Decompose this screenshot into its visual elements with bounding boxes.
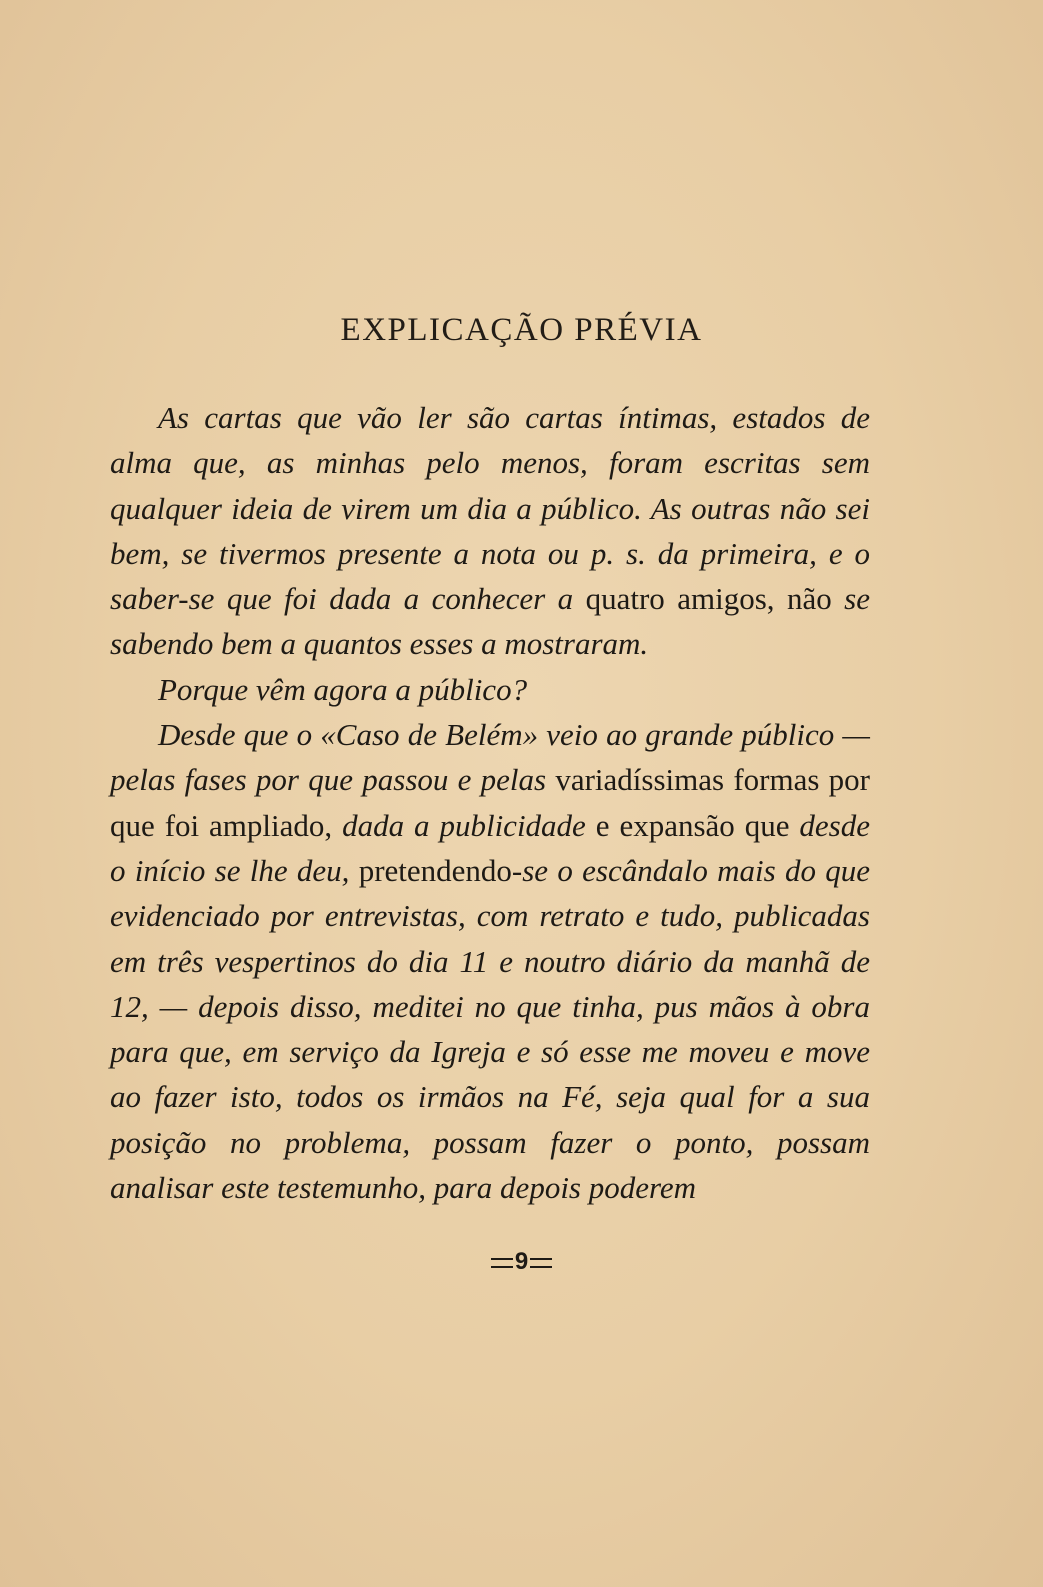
body-text — [110, 395, 870, 1210]
paragraph-intro-roman-1: quatro amigos, não — [585, 581, 832, 617]
paragraph-explanation-italic-2: dada a publicidade — [332, 807, 596, 843]
paragraph-explanation-italic-3: desde o início se lhe deu, — [110, 807, 870, 888]
paragraph-intro-italic-2: se sabendo bem a quantos esses a mostraram. — [110, 581, 870, 662]
page-number-text: 9 — [514, 1248, 529, 1275]
paragraph-intro — [110, 395, 870, 667]
paragraph-question: Porque vêm agora a público? — [158, 671, 528, 707]
paragraph-explanation-italic-1: Desde que o «Caso de Belém» veio ao grande público — pelas fases por que passou e pelas — [110, 717, 870, 798]
folio-left-ornament — [491, 1258, 513, 1268]
chapter-title: EXPLICAÇÃO PRÉVIA — [340, 312, 703, 348]
paragraph-explanation-roman-3: pretendendo — [358, 852, 512, 888]
paragraph-explanation-roman-1: variadíssimas formas por que foi ampliado, — [110, 762, 870, 843]
paragraph-explanation-italic-4: -se o escândalo mais do que evidenciado por entrevistas, com retrato e tudo, publicadas em três vespertinos do dia 11 e noutro diário da manhã de 12, — depois disso, meditei no que tinha, pus mãos à obra para que, em serviço da Igreja e só esse me moveu e move ao fazer isto, todos os irmãos na Fé, seja qual for a sua posição no problema, possam fazer o ponto, possam analisar este testemunho, para depois poderem — [110, 852, 870, 1206]
paragraph-explanation-roman-2: e expansão que — [595, 807, 790, 843]
folio-right-ornament — [530, 1258, 552, 1268]
page-number — [0, 1248, 1043, 1276]
paragraph-explanation — [110, 712, 870, 1210]
paragraph-intro-italic-1: As cartas que vão ler são cartas íntimas, estados de alma que, as minhas pelo menos, foram escritas sem qualquer ideia de virem um dia a público. As outras não sei bem, se tivermos presente a nota ou p. s. da primeira, e o saber-se que foi dada a conhecer a — [110, 400, 870, 617]
